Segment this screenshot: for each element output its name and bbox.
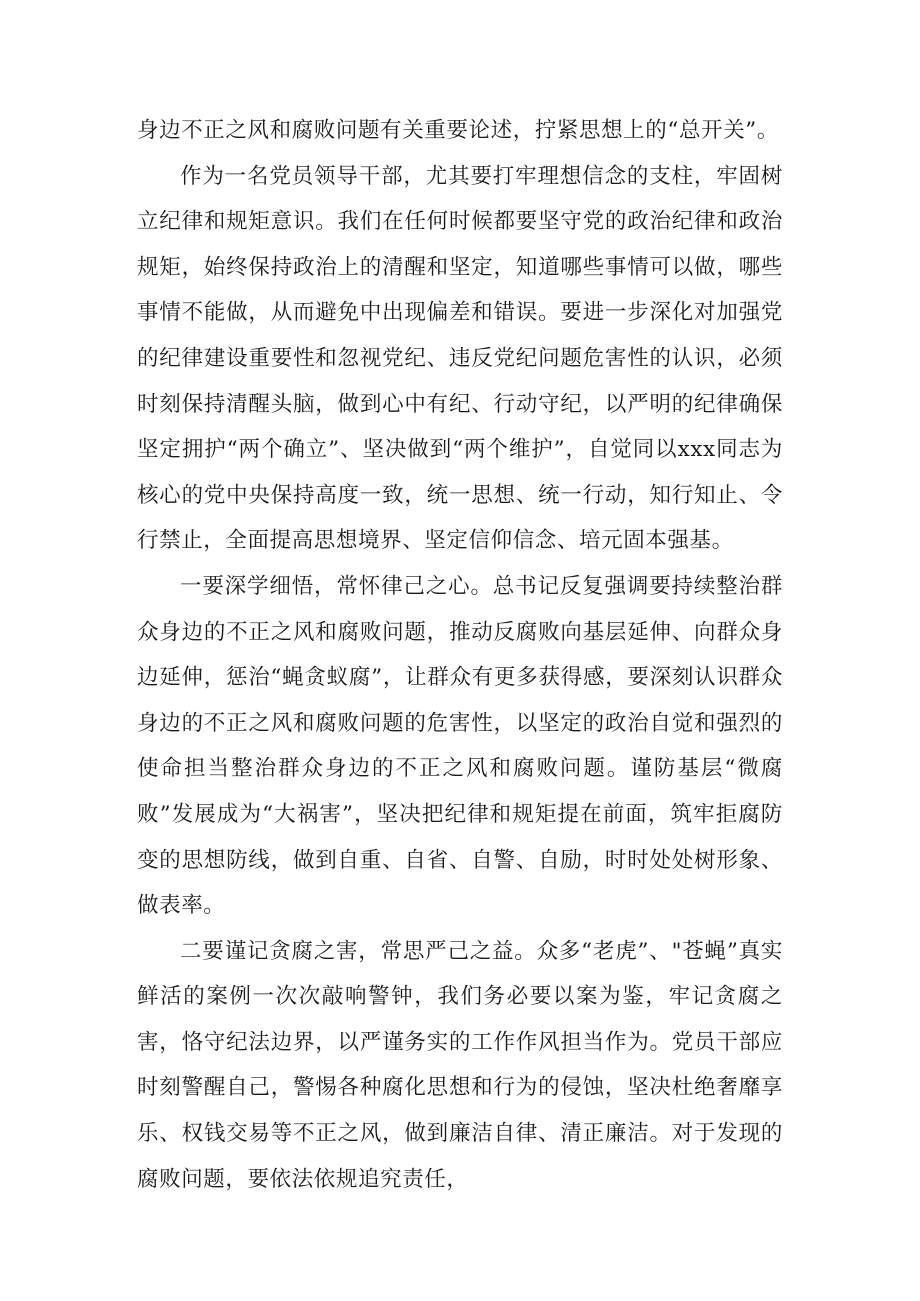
paragraph-continuation: 身边不正之风和腐败问题有关重要论述，拧紧思想上的“总开关”。 (137, 118, 779, 143)
paragraph-point-one: 一要深学细悟，常怀律己之心。总书记反复强调要持续整治群众身边的不正之风和腐败问题，推动反腐败向基层延伸、向群众身边延伸，惩治“蝇贪蚁腐”，让群众有更多获得感，要深刻认识群众身边的不正之风和腐败问题的危害性，以坚定的政治自觉和强烈的使命担当整治群众身边的不正之风和腐败问题。谨防基层“微腐败”发展成为“大祸害”，坚决把纪律和规矩提在前面，筑牢拒腐防变的思想防线，做到自重、自省、自警、自励，时时处处树形象、做表率。 (137, 573, 783, 919)
paragraph-point-two: 二要谨记贪腐之害，常思严己之益。众多“老虎”、"苍蝇”真实鲜活的案例一次次敲响警钟，我们务必要以案为鉴，牢记贪腐之害，恪守纪法边界，以严谨务实的工作作风担当作为。党员干部应时刻警醒自己，警惕各种腐化思想和行为的侵蚀，坚决杜绝奢靡享乐、权钱交易等不正之风，做到廉洁自律、清正廉洁。对于发现的腐败问题，要依法依规追究责任， (137, 938, 783, 1192)
paragraph-discipline: 作为一名党员领导干部，尤其要打牢理想信念的支柱，牢固树立纪律和规矩意识。我们在任何时候都要坚守党的政治纪律和政治规矩，始终保持政治上的清醒和坚定，知道哪些事情可以做，哪些事情不能做，从而避免中出现偏差和错误。要进一步深化对加强党的纪律建设重要性和忽视党纪、违反党纪问题危害性的认识，必须时刻保持清醒头脑，做到心中有纪、行动守纪，以严明的纪律确保坚定拥护“两个确立”、坚决做到“两个维护”，自觉同以xxx同志为核心的党中央保持高度一致，统一思想、统一行动，知行知止、令行禁止，全面提高思想境界、坚定信仰信念、培元固本强基。 (137, 163, 783, 554)
document-body (137, 108, 783, 1202)
